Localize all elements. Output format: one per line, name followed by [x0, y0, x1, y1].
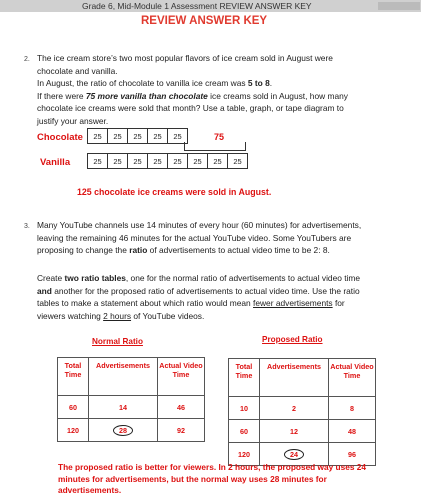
- q2-line-4: If there were 75 more vanilla than chocolate ice creams sold in August, how many: [37, 90, 348, 101]
- question-3-number: 3.: [24, 223, 30, 230]
- header-total-time: Total Time: [58, 358, 89, 396]
- tape-cell: 25: [168, 154, 188, 168]
- difference-brace: [184, 142, 246, 151]
- question-2-answer: 125 chocolate ice creams were sold in August.: [77, 187, 272, 197]
- normal-ratio-table: [57, 357, 205, 442]
- q3-p2-line-3: tables to make a statement about which ratio would mean fewer advertisements for: [37, 298, 345, 308]
- chocolate-label: Chocolate: [37, 132, 83, 143]
- q3-p1-line-3: proposing to change the ratio of advertisements to actual video time to be 2: 8.: [37, 245, 330, 255]
- tape-cell: 25: [128, 129, 148, 143]
- vanilla-tape: [87, 153, 248, 169]
- question-2-text: [37, 52, 407, 127]
- q2-line-2: chocolate and vanilla.: [37, 65, 118, 76]
- q2-line-6: justify your answer.: [37, 115, 109, 126]
- circled-value: 28: [113, 425, 133, 436]
- proposed-ratio-table: [228, 358, 376, 466]
- chocolate-tape: [87, 128, 188, 144]
- table-cell: 2: [260, 397, 329, 420]
- q2-line-5: chocolate ice creams were sold that month? Use a table, graph, or tape diagram to: [37, 103, 344, 113]
- q3-p2-line-2: and another for the proposed ratio of advertisements to actual video time. Use the ratio: [37, 285, 360, 296]
- header-actual-video-time: Actual Video Time: [329, 359, 376, 397]
- q3-p2-line-1: Create two ratio tables, one for the normal ratio of advertisements to actual video time: [37, 273, 361, 283]
- difference-value: 75: [214, 132, 225, 142]
- header-advertisements: Advertisements: [89, 358, 158, 396]
- circled-value: 24: [284, 449, 304, 460]
- normal-ratio-title: Normal Ratio: [92, 337, 143, 346]
- table-cell: 10: [229, 397, 260, 420]
- tape-cell: 25: [88, 129, 108, 143]
- tape-cell: 25: [233, 156, 242, 166]
- question-3-paragraph-2: [37, 272, 412, 322]
- header-icon: [378, 2, 420, 10]
- q3-p2-line-4: viewers watching 2 hours of YouTube videos.: [37, 310, 205, 321]
- table-cell: 12: [260, 420, 329, 443]
- question-3-paragraph-1: [37, 219, 412, 257]
- table-cell: 96: [329, 443, 376, 466]
- table-cell: 46: [158, 396, 205, 419]
- question-2-number: 2.: [24, 56, 30, 63]
- header-title: Grade 6, Mid-Module 1 Assessment REVIEW ANSWER KEY: [82, 1, 312, 11]
- question-3-answer: The proposed ratio is better for viewers. In 2 hours, the proposed way uses 24 minutes for advertisements, but the normal way uses 28 minutes for advertisements.: [58, 462, 366, 495]
- tape-cell: 25: [148, 154, 168, 168]
- table-cell: 120: [229, 443, 260, 466]
- header-total-time: Total Time: [229, 359, 260, 397]
- tape-cell: 25: [208, 154, 228, 168]
- proposed-ratio-title: Proposed Ratio: [262, 335, 323, 344]
- table-cell: 48: [329, 420, 376, 443]
- table-cell: 14: [89, 396, 158, 419]
- table-cell: 92: [158, 419, 205, 442]
- q3-p1-line-1: Many YouTube channels use 14 minutes of every hour (60 minutes) for advertisements,: [37, 220, 362, 230]
- table-cell: [89, 419, 158, 442]
- table-cell: 120: [58, 419, 89, 442]
- tape-cell: 25: [128, 154, 148, 168]
- tape-cell: 25: [108, 129, 128, 143]
- table-row: [229, 397, 376, 420]
- header-actual-video-time: Actual Video Time: [158, 358, 205, 396]
- tape-cell: 25: [88, 154, 108, 168]
- q3-p1-line-2: leaving the remaining 46 minutes for the actual YouTube video. Some YouTubers are: [37, 232, 352, 243]
- q2-line-1: The ice cream store’s two most popular flavors of ice cream sold in August were: [37, 53, 333, 63]
- vanilla-label: Vanilla: [40, 157, 71, 168]
- table-row: [229, 420, 376, 443]
- tape-cell: 25: [173, 131, 182, 141]
- tape-cell: 25: [188, 154, 208, 168]
- table-row: [58, 419, 205, 442]
- review-answer-key-title: REVIEW ANSWER KEY: [141, 15, 268, 27]
- header-advertisements: Advertisements: [260, 359, 329, 397]
- tape-cell: 25: [108, 154, 128, 168]
- tape-cell: 25: [148, 129, 168, 143]
- table-row: [58, 396, 205, 419]
- table-cell: 60: [229, 420, 260, 443]
- table-cell: 60: [58, 396, 89, 419]
- q2-line-3: In August, the ratio of chocolate to vanilla ice cream was 5 to 8.: [37, 78, 273, 88]
- table-cell: 8: [329, 397, 376, 420]
